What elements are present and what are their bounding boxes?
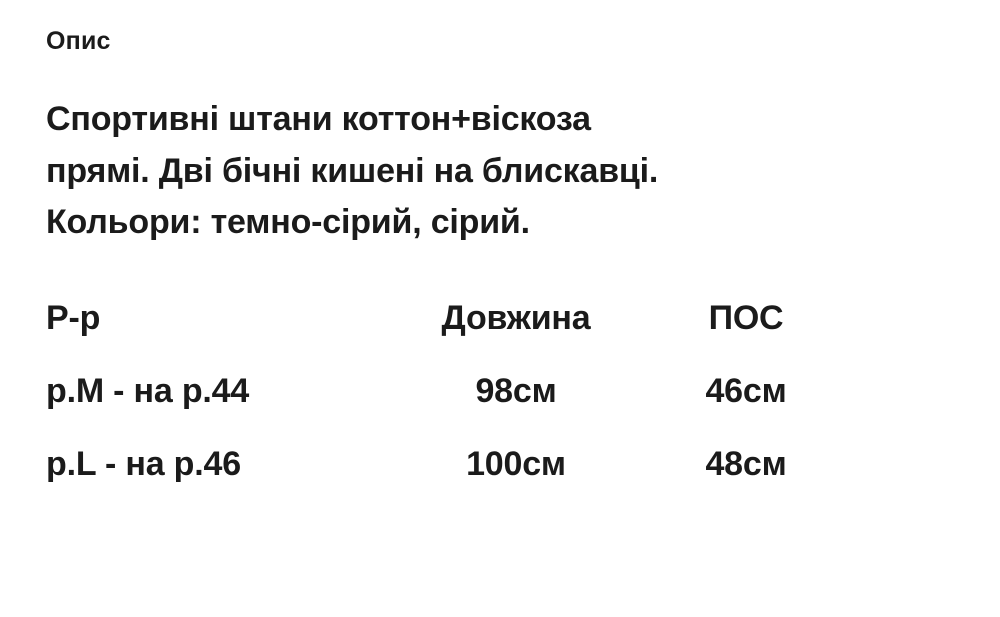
description-line-3: Кольори: темно-сірий, сірий. — [46, 203, 530, 242]
description-line-1: Спортивні штани коттон+віскоза — [46, 100, 591, 138]
cell-pos: 48см — [705, 445, 787, 484]
column-header-size: Р-р — [46, 299, 101, 338]
size-table — [46, 283, 846, 502]
column-header-length: Довжина — [441, 299, 591, 338]
cell-size: р.L - на р.46 — [46, 445, 241, 484]
size-table-body — [46, 356, 846, 502]
table-header-row — [46, 283, 846, 356]
cell-length: 100см — [466, 445, 566, 484]
cell-length: 98см — [475, 372, 557, 411]
description-line-2: прямі. Дві бічні кишені на блискавці. — [46, 151, 659, 190]
description-text — [46, 94, 946, 249]
table-row — [46, 429, 846, 502]
cell-size: р.M - на р.44 — [46, 372, 250, 411]
table-row — [46, 356, 846, 429]
size-table-head — [46, 283, 846, 356]
cell-pos: 46см — [705, 372, 787, 411]
page-title: Опис — [46, 27, 111, 55]
column-header-pos: ПОС — [708, 299, 784, 338]
